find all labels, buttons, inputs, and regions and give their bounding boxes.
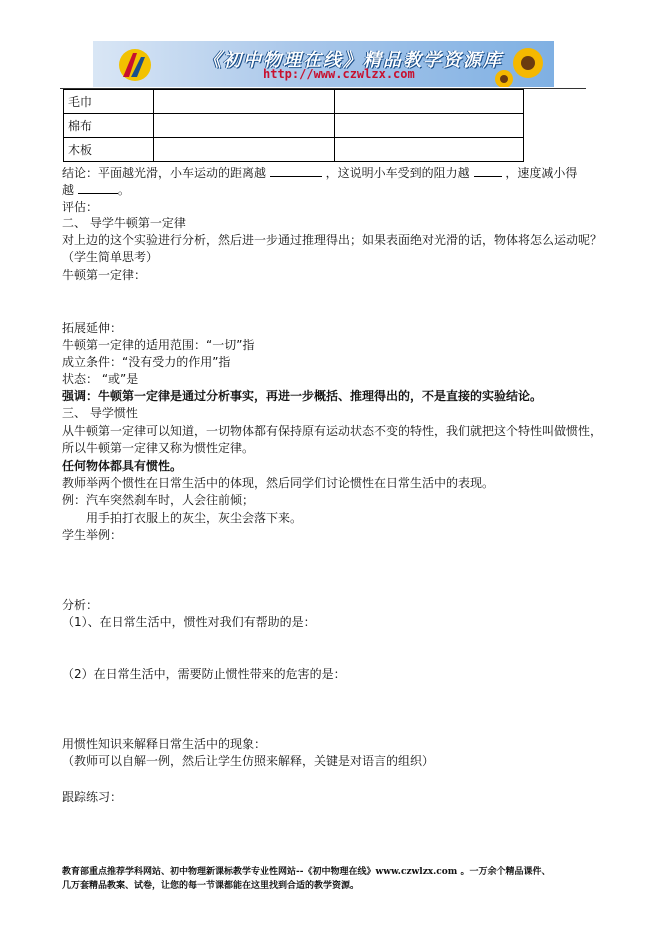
table-row xyxy=(64,138,524,162)
inertia-all-text: 任何物体都具有惯性。 xyxy=(62,459,183,473)
banner-url[interactable]: http://www.czwlzx.com xyxy=(263,67,415,81)
material-table xyxy=(63,89,524,162)
blank-cell xyxy=(335,90,524,114)
extend-label: 拓展延伸： xyxy=(62,321,123,335)
blank-cell xyxy=(335,114,524,138)
blank-cell xyxy=(154,90,335,114)
harmful-question: （2）在日常生活中，需要防止惯性带来的危害的是： xyxy=(62,667,346,681)
answer-blank xyxy=(270,164,322,177)
header-banner xyxy=(93,41,554,87)
section-2-heading: 二、 导学牛顿第一定律 xyxy=(62,216,186,230)
scope-text: 牛顿第一定律的适用范围：“一切”指 xyxy=(62,338,255,352)
explain-label: 用惯性知识来解释日常生活中的现象： xyxy=(62,737,267,751)
inertia-text-1: 从牛顿第一定律可以知道，一切物体都有保持原有运动状态不变的特性，我们就把这个特性叫做惯性， xyxy=(62,424,603,438)
helpful-question: （1）、在日常生活中，惯性对我们有帮助的是： xyxy=(62,615,316,629)
answer-blank xyxy=(474,164,502,177)
inertia-text-2: 所以牛顿第一定律又称为惯性定律。 xyxy=(62,441,255,455)
conclusion-text-e: 。 xyxy=(117,183,130,197)
evaluate-label: 评估： xyxy=(62,200,99,214)
analysis-label: 分析： xyxy=(62,598,99,612)
teacher-examples-text: 教师举两个惯性在日常生活中的体现，然后同学们讨论惯性在日常生活中的表现。 xyxy=(62,476,495,490)
conclusion-text-c: ，速度减小得 xyxy=(505,166,578,180)
material-cell: 毛巾 xyxy=(64,90,154,114)
table-row xyxy=(64,114,524,138)
state-text: 状态： “或”是 xyxy=(62,372,139,386)
condition-text: 成立条件：“没有受力的作用”指 xyxy=(62,355,231,369)
question-text: 对上边的这个实验进行分析，然后进一步通过推理得出；如果表面绝对光滑的话，物体将怎么运动呢？ xyxy=(62,233,603,247)
footer-line-1: 教育部重点推荐学科网站、初中物理新课标教学专业性网站--《初中物理在线》www.czwlzx.com 。一万余个精品课件、 xyxy=(62,867,551,877)
example-2-text: 用手拍打衣服上的灰尘，灰尘会落下来。 xyxy=(86,511,303,525)
conclusion-text-d: 越 xyxy=(62,183,75,197)
answer-blank xyxy=(78,181,118,194)
question-note: （学生简单思考） xyxy=(62,250,159,264)
banner-title: 《初中物理在线》精品教学资源库 xyxy=(203,50,503,71)
blank-cell xyxy=(335,138,524,162)
material-cell: 棉布 xyxy=(64,114,154,138)
conclusion-line xyxy=(62,164,577,181)
table-row xyxy=(64,90,524,114)
conclusion-line-2 xyxy=(62,181,130,198)
blank-cell xyxy=(154,138,335,162)
emphasis-text: 强调：牛顿第一定律是通过分析事实，再进一步概括、推理得出的，不是直接的实验结论。 xyxy=(62,389,543,403)
example-1-text: 例：汽车突然刹车时，人会往前倾； xyxy=(62,493,255,507)
footer-line-2: 几万套精品教案、试卷，让您的每一节课都能在这里找到合适的教学资源。 xyxy=(62,881,360,891)
practice-label: 跟踪练习： xyxy=(62,790,123,804)
sunflower-icon xyxy=(494,41,554,87)
explain-note: （教师可以自解一例，然后让学生仿照来解释，关键是对语言的组织） xyxy=(62,754,435,768)
section-3-heading: 三、 导学惯性 xyxy=(62,406,138,420)
conclusion-text-a: 结论：平面越光滑，小车运动的距离越 xyxy=(62,166,267,180)
material-cell: 木板 xyxy=(64,138,154,162)
conclusion-text-b: ，这说明小车受到的阻力越 xyxy=(325,166,470,180)
blank-cell xyxy=(154,114,335,138)
student-examples-label: 学生举例： xyxy=(62,528,123,542)
newton-first-law-label: 牛顿第一定律： xyxy=(62,268,147,282)
site-logo-icon xyxy=(115,47,155,83)
